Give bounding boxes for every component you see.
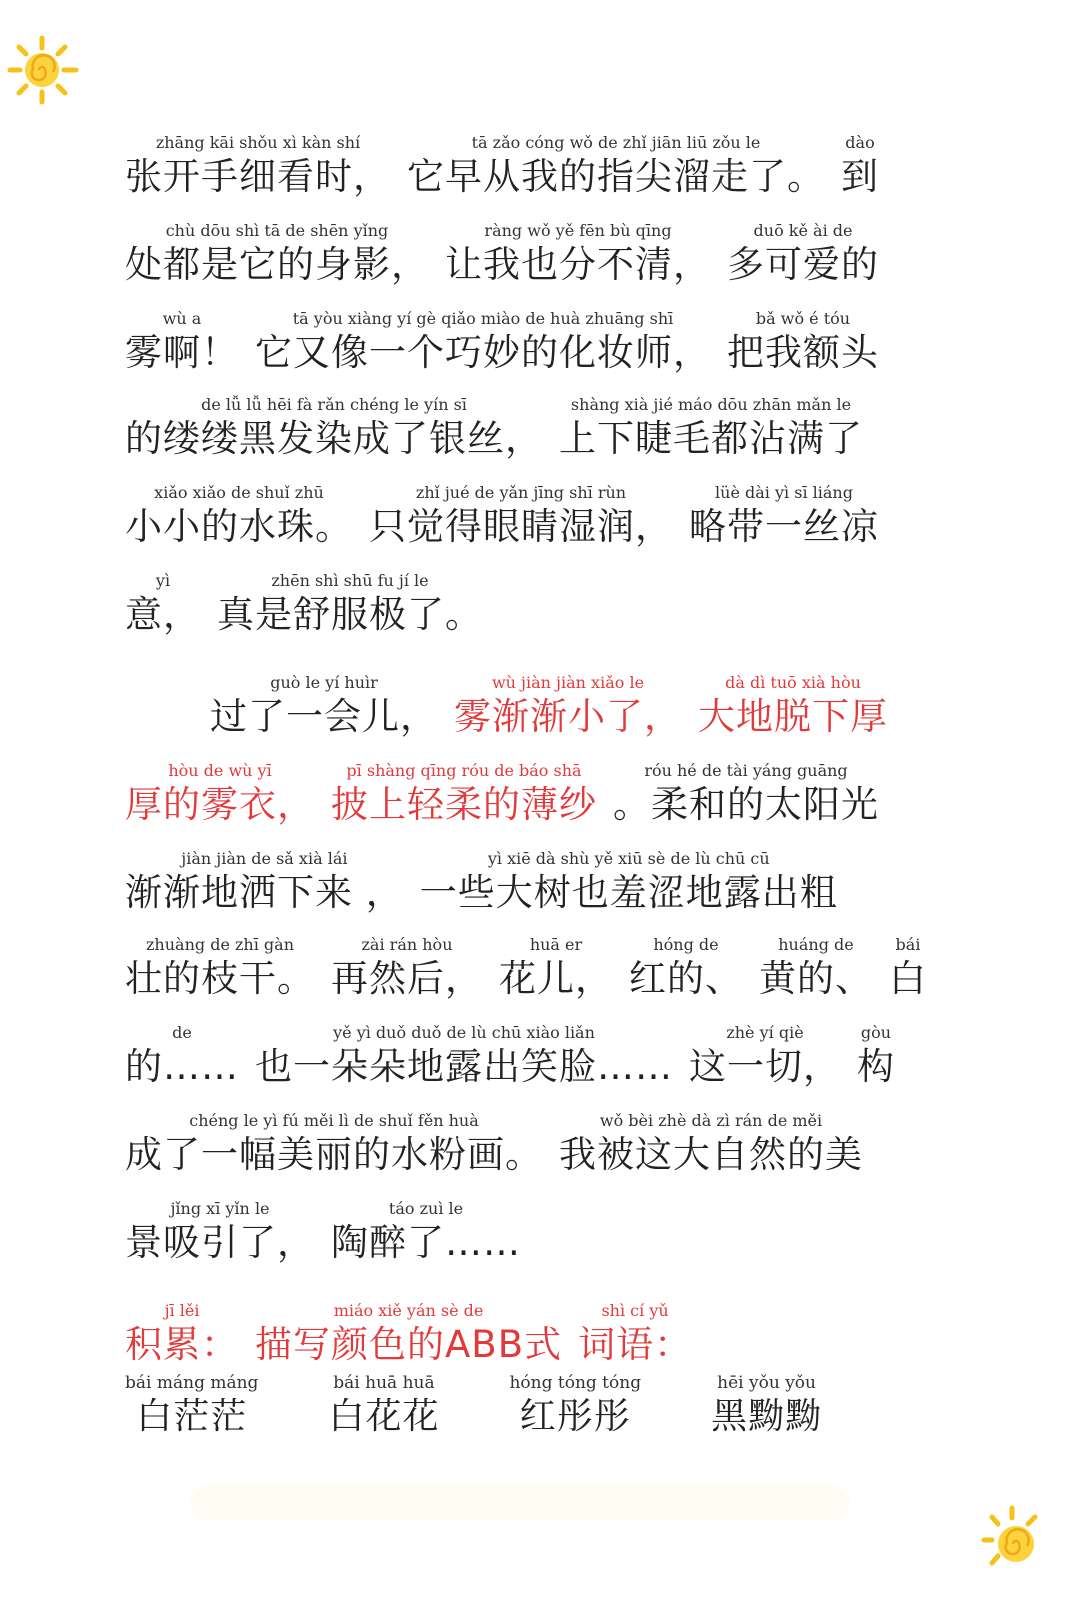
ruby-group	[445, 220, 711, 288]
ruby-group	[217, 570, 483, 638]
pinyin: yì xiē dà shù yě xiū sè de lù chū cū	[487, 849, 770, 868]
word-pinyin: bái huā huā	[333, 1373, 435, 1393]
pinyin: bái	[895, 935, 921, 954]
word-item	[711, 1372, 822, 1442]
sun-icon	[980, 1500, 1080, 1580]
hanzi: 小小的水珠。	[125, 505, 353, 548]
hanzi: 这一切，	[689, 1045, 841, 1088]
pinyin: de	[172, 1023, 192, 1042]
pinyin: gòu	[860, 1023, 892, 1042]
pinyin: chù dōu shì tā de shēn yǐng	[165, 221, 389, 240]
hanzi: 处都是它的身影，	[125, 243, 429, 286]
ruby-group	[125, 1022, 239, 1090]
ruby-group	[125, 1300, 239, 1368]
text-line	[125, 550, 960, 638]
pinyin: zhè yí qiè	[726, 1023, 804, 1042]
ruby-group	[125, 220, 429, 288]
ruby-group	[125, 1198, 315, 1266]
ruby-group	[125, 760, 315, 828]
ruby-group	[889, 934, 927, 1002]
hanzi: 黄的、	[759, 957, 873, 1000]
ruby-group	[689, 482, 879, 550]
word-item	[328, 1372, 439, 1442]
hanzi: 我被这大自然的美	[559, 1133, 863, 1176]
hanzi: 厚的雾衣，	[125, 783, 315, 826]
pinyin: huáng de	[778, 935, 854, 954]
pinyin: zhuàng de zhī gàn	[145, 935, 295, 954]
pinyin: shàng xià jié máo dōu zhān mǎn le	[570, 395, 852, 414]
ruby-group	[255, 1022, 673, 1090]
sun-icon	[0, 30, 100, 110]
word-item	[509, 1372, 641, 1442]
hanzi: 白	[889, 957, 927, 1000]
ruby-group	[727, 220, 879, 288]
word-pinyin: bái máng máng	[125, 1373, 259, 1393]
word-pinyin: hóng tóng tóng	[509, 1373, 642, 1393]
text-line	[125, 1002, 960, 1090]
hanzi: 也一朵朵地露出笑脸……	[255, 1045, 673, 1088]
ruby-group	[125, 934, 315, 1002]
hanzi: 多可爱的	[727, 243, 879, 286]
word-hanzi: 红彤彤	[519, 1396, 631, 1437]
ruby-group	[125, 570, 201, 638]
pinyin: róu hé de tài yáng guāng	[644, 761, 848, 780]
hanzi: 陶醉了……	[331, 1221, 521, 1264]
text-line	[125, 914, 960, 1002]
pinyin: duō kě ài de	[753, 221, 853, 240]
hanzi: 意，	[125, 593, 201, 636]
pinyin: shì cí yǔ	[601, 1301, 669, 1320]
ruby-group	[331, 934, 483, 1002]
hanzi: 披上轻柔的薄纱	[331, 783, 597, 826]
hanzi: 词语：	[578, 1323, 693, 1366]
ruby-group	[331, 760, 597, 828]
ruby-group	[255, 1300, 562, 1368]
pinyin: xiǎo xiǎo de shuǐ zhū	[154, 483, 324, 502]
text-line	[210, 652, 960, 740]
pinyin: jiàn jiàn de sǎ xià lái	[181, 849, 348, 868]
pinyin: zhēn shì shū fu jí le	[271, 571, 429, 590]
ruby-group	[689, 1022, 841, 1090]
ruby-group	[407, 132, 825, 200]
pinyin: de lǚ lǚ hēi fà rǎn chéng le yín sī	[201, 395, 467, 414]
ruby-group	[759, 934, 873, 1002]
pinyin: yě yì duǒ duǒ de lù chū xiào liǎn	[333, 1023, 595, 1042]
hanzi: 构	[857, 1045, 895, 1088]
ruby-group	[125, 394, 543, 462]
hanzi: 把我额头	[727, 331, 879, 374]
text-line	[125, 1280, 960, 1368]
hanzi: 张开手细看时，	[125, 155, 391, 198]
hanzi: 渐渐地洒下来 ，	[125, 871, 404, 914]
ruby-group	[125, 848, 404, 916]
pinyin: pī shàng qīng róu de báo shā	[346, 761, 582, 780]
ruby-group	[613, 760, 879, 828]
hanzi: 花儿，	[499, 957, 613, 1000]
pinyin: hòu de wù yī	[168, 761, 272, 780]
pinyin: hóng de	[653, 935, 719, 954]
ruby-group	[727, 308, 879, 376]
pinyin: zhǐ jué de yǎn jīng shī rùn	[415, 483, 627, 502]
hanzi: 过了一会儿，	[210, 695, 438, 738]
hanzi: 描写颜色的ABB式	[255, 1323, 563, 1366]
text-line	[125, 374, 960, 462]
ruby-group	[454, 672, 682, 740]
pinyin: táo zuì le	[388, 1199, 464, 1218]
hanzi: 积累：	[125, 1323, 239, 1366]
pinyin: yì	[155, 571, 171, 590]
pinyin: jī lěi	[164, 1301, 200, 1320]
pinyin: chéng le yì fú měi lì de shuǐ fěn huà	[189, 1111, 479, 1130]
ruby-group	[578, 1300, 692, 1368]
ruby-group	[369, 482, 673, 550]
bottom-highlight-band	[190, 1485, 850, 1521]
ruby-group	[698, 672, 888, 740]
word-hanzi: 白茫茫	[136, 1396, 248, 1437]
pinyin: bǎ wǒ é tóu	[755, 309, 851, 328]
hanzi: 。柔和的太阳光	[613, 783, 879, 826]
pinyin: wù jiàn jiàn xiǎo le	[491, 673, 645, 692]
hanzi: 雾渐渐小了，	[454, 695, 682, 738]
pinyin: lüè dài yì sī liáng	[715, 483, 853, 502]
ruby-group	[559, 394, 863, 462]
hanzi: 上下睫毛都沾满了	[559, 417, 863, 460]
hanzi: 真是舒服极了。	[217, 593, 483, 636]
pinyin: ràng wǒ yě fēn bù qīng	[484, 221, 672, 240]
text-line	[125, 288, 960, 376]
hanzi: 让我也分不清，	[445, 243, 711, 286]
text-line	[125, 462, 960, 550]
hanzi: 大地脱下厚	[698, 695, 888, 738]
text-line	[125, 740, 960, 828]
hanzi: 一些大树也羞涩地露出粗	[419, 871, 838, 914]
text-line	[125, 200, 960, 288]
pinyin: huā er	[529, 935, 583, 954]
word-pinyin: hēi yǒu yǒu	[717, 1373, 816, 1393]
abb-word-list	[125, 1372, 945, 1442]
ruby-group	[420, 848, 838, 916]
hanzi: 它早从我的指尖溜走了。	[407, 155, 825, 198]
pinyin: guò le yí huìr	[270, 673, 378, 692]
ruby-group	[255, 308, 711, 376]
hanzi: 景吸引了，	[125, 1221, 315, 1264]
ruby-group	[331, 1198, 521, 1266]
pinyin: wǒ bèi zhè dà zì rán de měi	[599, 1111, 823, 1130]
ruby-group	[210, 672, 438, 740]
ruby-group	[125, 308, 239, 376]
ruby-group	[125, 132, 391, 200]
text-line	[125, 828, 960, 916]
hanzi: 它又像一个巧妙的化妆师，	[255, 331, 711, 374]
pinyin: zài rán hòu	[361, 935, 453, 954]
ruby-group	[629, 934, 743, 1002]
pinyin: zhāng kāi shǒu xì kàn shí	[155, 133, 361, 152]
ruby-group	[559, 1110, 863, 1178]
hanzi: 再然后，	[331, 957, 483, 1000]
hanzi: 雾啊！	[125, 331, 239, 374]
ruby-group	[857, 1022, 895, 1090]
text-line	[125, 1090, 960, 1178]
pinyin: jǐng xī yǐn le	[170, 1199, 270, 1218]
ruby-group	[841, 132, 879, 200]
hanzi: 壮的枝干。	[125, 957, 315, 1000]
hanzi: 到	[841, 155, 879, 198]
pinyin: tā yòu xiàng yí gè qiǎo miào de huà zhuāng shī	[292, 309, 674, 328]
hanzi: 只觉得眼睛湿润，	[369, 505, 673, 548]
hanzi: 的缕缕黑发染成了银丝，	[125, 417, 543, 460]
pinyin: dà dì tuō xià hòu	[725, 673, 861, 692]
word-hanzi: 白花花	[328, 1396, 440, 1437]
hanzi: 略带一丝凉	[689, 505, 879, 548]
text-line	[125, 1178, 960, 1266]
text-line	[125, 112, 960, 200]
hanzi: 成了一幅美丽的水粉画。	[125, 1133, 543, 1176]
pinyin: wù a	[162, 309, 202, 328]
ruby-group	[499, 934, 613, 1002]
hanzi: 的……	[125, 1045, 239, 1088]
pinyin: dào	[845, 133, 875, 152]
ruby-group	[125, 1110, 543, 1178]
word-hanzi: 黑黝黝	[711, 1396, 823, 1437]
pinyin: tā zǎo cóng wǒ de zhǐ jiān liū zǒu le	[471, 133, 761, 152]
ruby-group	[125, 482, 353, 550]
hanzi: 红的、	[629, 957, 743, 1000]
pinyin: miáo xiě yán sè de	[333, 1301, 484, 1320]
word-item	[125, 1372, 258, 1442]
